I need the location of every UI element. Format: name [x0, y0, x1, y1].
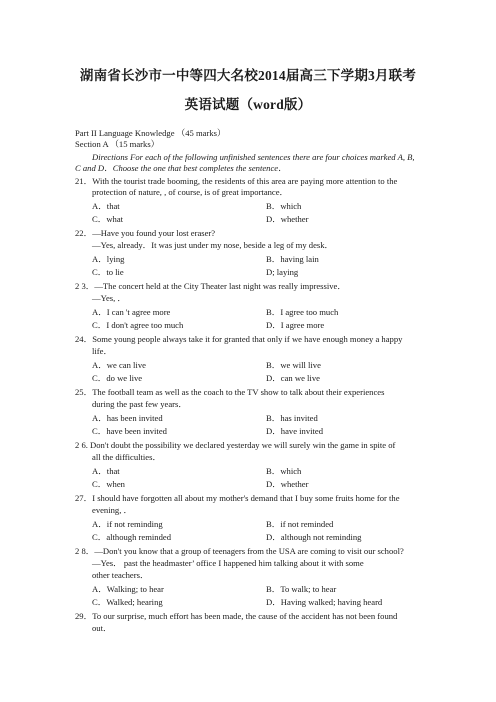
question-27-line2: evening, ．: [92, 505, 133, 515]
question-21-line2: protection of nature, , of course, is of great importance．: [92, 187, 289, 197]
question-29-line1: 29．To our surprise, much effort has been made, the cause of the accident has not been found: [75, 611, 398, 621]
question-21-option-b: B．which: [266, 201, 302, 211]
question-21-option-c: C．what: [92, 214, 124, 224]
directions-line1: Directions For each of the following unfinished sentences there are four choices marked A, B,: [92, 152, 415, 162]
question-28-line2: —Yes． past the headmaster’ office I happened him talking about it with some: [92, 558, 364, 568]
question-26-option-b: B．which: [266, 466, 302, 476]
question-25-line1: 25．The football team as well as the coach to the TV show to talk about their experiences: [75, 387, 385, 397]
question-27-option-b: B．if not reminded: [266, 519, 334, 529]
question-22-option-a: A．lying: [92, 254, 125, 264]
question-25-option-b: B．has invited: [266, 413, 318, 423]
question-28-option-a: A．Walking; to hear: [92, 584, 164, 594]
question-22-option-c: C．to lie: [92, 267, 124, 277]
question-25-option-c: C．have been invited: [92, 426, 167, 436]
question-26-option-c: C．when: [92, 479, 125, 489]
question-25-option-a: A．has been invited: [92, 413, 163, 423]
question-24-option-a: A．we can live: [92, 360, 146, 370]
question-22-option-d: D; laying: [266, 267, 299, 277]
document-title-line2: 英语试题（word版）: [184, 97, 312, 112]
question-24-line2: life．: [92, 346, 113, 356]
question-26-line2: all the difficulties．: [92, 452, 162, 462]
question-26-option-a: A．that: [92, 466, 120, 476]
question-26-line1: 2 6. Don't doubt the possibility we declared yesterday we will surely win the game in spite of: [75, 440, 396, 450]
question-23-line2: —Yes, ．: [92, 293, 126, 303]
question-21-option-d: D．whether: [266, 214, 309, 224]
directions-line2: C and D．Choose the one that best completes the sentence．: [75, 163, 287, 173]
question-28-option-b: B．To walk; to hear: [266, 584, 337, 594]
question-24-option-c: C．do we live: [92, 373, 143, 383]
question-27-option-a: A．if not reminding: [92, 519, 163, 529]
question-27-option-d: D．although not reminding: [266, 532, 362, 542]
question-24-line1: 24．Some young people always take it for granted that only if we have enough money a happy: [75, 334, 403, 344]
section-heading: Section A （15 marks）: [75, 139, 160, 149]
question-29-line2: out．: [92, 623, 112, 633]
question-24-option-d: D．can we live: [266, 373, 320, 383]
question-21-option-a: A．that: [92, 201, 120, 211]
question-23-option-d: D．I agree more: [266, 320, 325, 330]
question-22-line1: 22．—Have you found your lost eraser?: [75, 228, 216, 238]
question-21-line1: 21．With the tourist trade booming, the residents of this area are paying more attention to the: [75, 176, 398, 186]
part-heading: Part II Language Knowledge （45 marks）: [75, 128, 226, 138]
question-23-option-b: B．I agree too much: [266, 307, 339, 317]
question-27-line1: 27．I should have forgotten all about my mother's demand that I buy some fruits home for the: [75, 493, 400, 503]
question-23-option-c: C．I don't agree too much: [92, 320, 184, 330]
question-22-line2: —Yes, already．It was just under my nose, beside a leg of my desk．: [92, 240, 334, 250]
question-25-option-d: D．have invited: [266, 426, 324, 436]
question-28-line3: other teachers．: [92, 570, 149, 580]
question-28-option-c: C．Walked; hearing: [92, 597, 163, 607]
question-25-line2: during the past few years．: [92, 399, 187, 409]
question-28-option-d: D．Having walked; having heard: [266, 597, 383, 607]
question-27-option-c: C．although reminded: [92, 532, 172, 542]
question-22-option-b: B．having lain: [266, 254, 319, 264]
question-24-option-b: B．we will live: [266, 360, 321, 370]
question-23-line1: 2 3．—The concert held at the City Theater last night was really impressive．: [75, 281, 346, 291]
question-26-option-d: D．whether: [266, 479, 309, 489]
question-23-option-a: A．I can 't agree more: [92, 307, 171, 317]
question-28-line1: 2 8．—Don't you know that a group of teenagers from the USA are coming to visit our school?: [75, 546, 404, 556]
document-title-line1: 湖南省长沙市一中等四大名校2014届高三下学期3月联考: [79, 68, 417, 83]
